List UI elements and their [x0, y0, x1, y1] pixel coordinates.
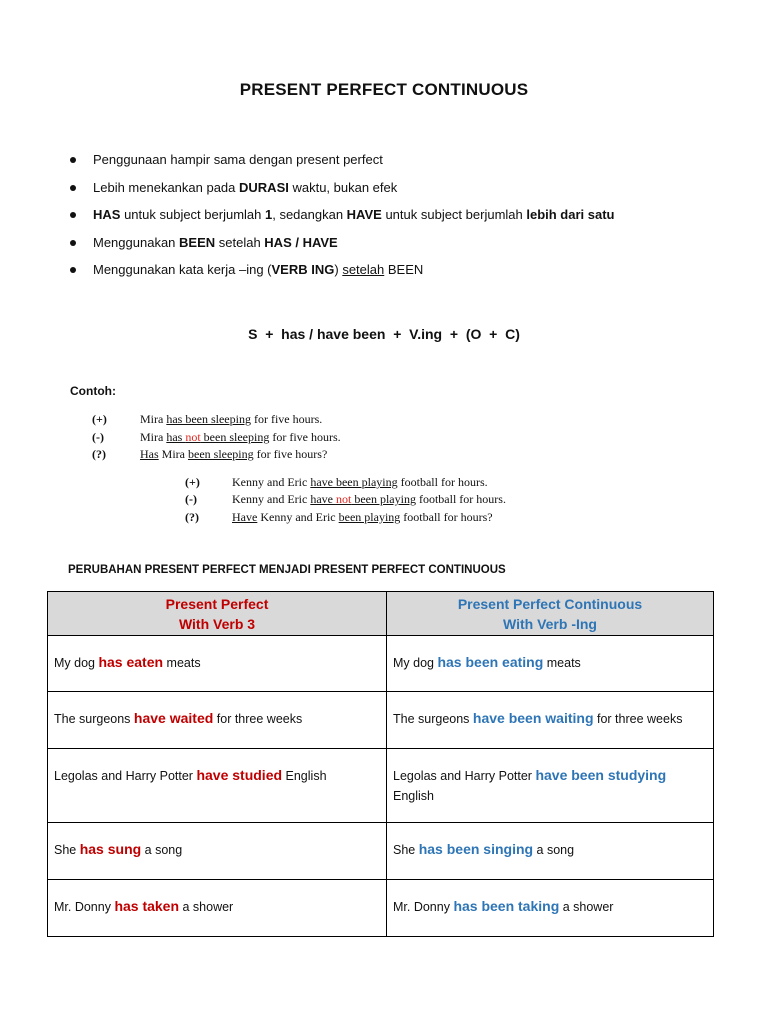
- table-header-row: [48, 592, 714, 636]
- examples-label: Contoh:: [70, 384, 116, 398]
- table-row: [48, 823, 714, 880]
- bullet-dot-icon: [70, 157, 76, 163]
- cell-present-perfect-continuous: My dog has been eating meats: [387, 636, 714, 692]
- header-present-perfect-continuous: Present Perfect Continuous With Verb -Ing: [387, 592, 714, 636]
- cell-present-perfect: Legolas and Harry Potter have studied English: [48, 749, 387, 823]
- table-row: [48, 749, 714, 823]
- table-row: [48, 692, 714, 749]
- table-row: [48, 636, 714, 692]
- cell-present-perfect-continuous: She has been singing a song: [387, 823, 714, 880]
- page-title: PRESENT PERFECT CONTINUOUS: [239, 80, 529, 99]
- example-a-negative: (-) Mira has not been sleeping for five hours.: [92, 430, 341, 444]
- bullet-dot-icon: [70, 212, 76, 218]
- comparison-table: [47, 591, 714, 937]
- example-a-question: (?) Has Mira been sleeping for five hours?: [92, 447, 328, 461]
- bullet-dot-icon: [70, 240, 76, 246]
- table-title: PERUBAHAN PRESENT PERFECT MENJADI PRESENT PERFECT CONTINUOUS: [68, 564, 506, 576]
- cell-present-perfect: The surgeons have waited for three weeks: [48, 692, 387, 749]
- cell-present-perfect-continuous: Mr. Donny has been taking a shower: [387, 880, 714, 937]
- table-row: [48, 880, 714, 937]
- example-a-positive: (+) Mira has been sleeping for five hours.: [92, 412, 323, 426]
- bullet-dot-icon: [70, 185, 76, 191]
- cell-present-perfect-continuous: The surgeons have been waiting for three weeks: [387, 692, 714, 749]
- example-b-question: (?) Have Kenny and Eric been playing football for hours?: [185, 510, 493, 524]
- cell-present-perfect: My dog has eaten meats: [48, 636, 387, 692]
- formula: S + has / have been + V.ing + (O + C): [248, 326, 520, 342]
- cell-present-perfect: She has sung a song: [48, 823, 387, 880]
- bullet-text: Menggunakan kata kerja –ing (VERB ING) setelah BEEN: [93, 262, 424, 277]
- bullet-text: HAS untuk subject berjumlah 1, sedangkan HAVE untuk subject berjumlah lebih dari satu: [93, 207, 615, 222]
- cell-present-perfect: Mr. Donny has taken a shower: [48, 880, 387, 937]
- cell-present-perfect-continuous: Legolas and Harry Potter have been studying English: [387, 749, 714, 823]
- bullet-text: Penggunaan hampir sama dengan present perfect: [93, 152, 383, 167]
- example-b-negative: (-) Kenny and Eric have not been playing football for hours.: [185, 492, 506, 506]
- example-b-positive: (+) Kenny and Eric have been playing football for hours.: [185, 475, 488, 489]
- header-present-perfect: Present Perfect With Verb 3: [48, 592, 387, 636]
- bullet-text: Menggunakan BEEN setelah HAS / HAVE: [93, 235, 338, 250]
- bullet-dot-icon: [70, 267, 76, 273]
- bullet-text: Lebih menekankan pada DURASI waktu, bukan efek: [93, 180, 398, 195]
